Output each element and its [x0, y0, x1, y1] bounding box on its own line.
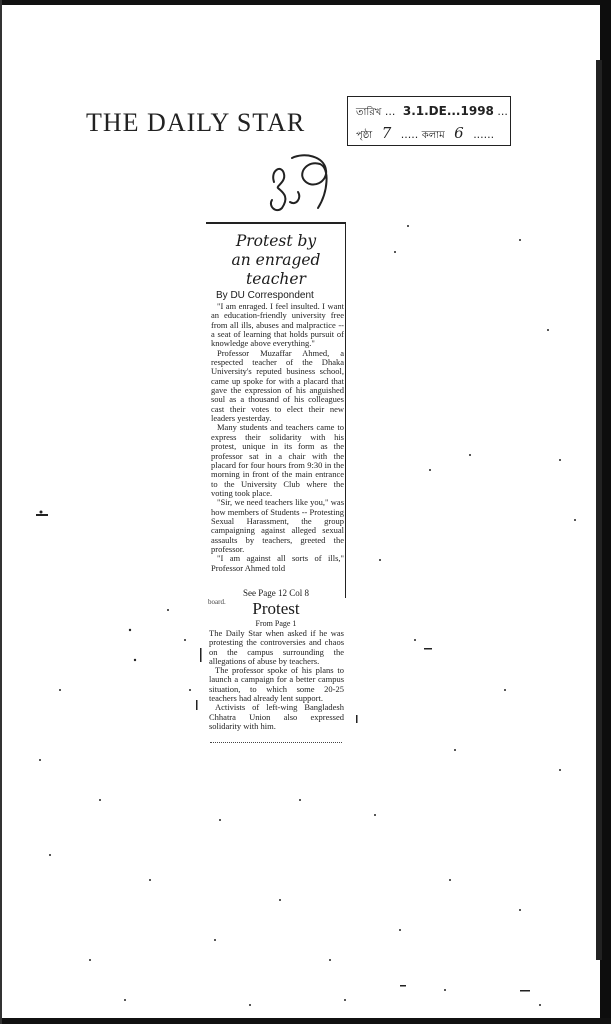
article-paragraph: "Sir, we need teachers like you," was how members of Students -- Protesting Sexual Harassment, the group campaigning against alleged sexual assaults by teachers, greeted the professor.	[211, 497, 344, 554]
stamp-page-label: পৃষ্ঠা	[356, 130, 373, 141]
newspaper-masthead: THE DAILY STAR	[86, 108, 306, 137]
headline-line-2: an enraged	[231, 251, 321, 269]
article-byline: By DU Correspondent	[216, 290, 314, 301]
continuation-paragraph: Activists of left-wing Bangladesh Chhatra Union also expressed solidarity with him.	[209, 702, 344, 731]
continuation-paragraph: The professor spoke of his plans to launch a campaign for a better campus situation, to which some 20-25 teachers had already lent support.	[209, 665, 344, 704]
article-paragraph: "I am enraged. I feel insulted. I want an education-friendly university free from all ills, abuses and malpractice -- a seat of learning that holds pursuit of knowledge above everything."	[211, 301, 344, 349]
stamp-page-row: পৃষ্ঠা 7 ..... কলাম 6 ......	[356, 124, 495, 142]
stamp-date-value: 3.1.DE...1998	[402, 104, 494, 118]
continuation-title: Protest	[252, 599, 300, 618]
stamp-date-label: তারিখ	[356, 107, 382, 118]
headline-line-3: teacher	[246, 270, 306, 288]
article-paragraph: Professor Muzaffar Ahmed, a respected teacher of the Dhaka University's reputed business school, came up spoke for with a placard that gave the expression of his anguished soul as a thousand of his colleagues cast their votes to elect their new leaders yesterday.	[211, 347, 344, 424]
continuation-paragraph: The Daily Star when asked if he was protesting the controversies and chaos on the campus surrounding the allegations of abuse by teachers.	[209, 628, 344, 666]
continuation-from-page: From Page 1	[255, 619, 297, 628]
article-paragraph: "I am against all sorts of ills," Professor Ahmed told	[211, 553, 344, 573]
continuation-cut-word: board.	[208, 598, 226, 606]
stamp-column-label: কলাম	[421, 130, 445, 141]
stamp-page-value: 7	[381, 124, 392, 142]
headline-line-1: Protest by	[235, 232, 317, 250]
stamp-date-row: তারিখ ... 3.1.DE...1998 ...	[356, 104, 508, 118]
stamp-column-value: 6	[454, 124, 464, 142]
article-jump-line: See Page 12 Col 8	[243, 588, 309, 598]
article-paragraph: Many students and teachers came to express their solidarity with his protest, unique in its form as the professor sat in a chair with the placard for four hours from 9:30 in the morning in front of the main entrance to the University Club where the voting took place.	[211, 422, 344, 498]
